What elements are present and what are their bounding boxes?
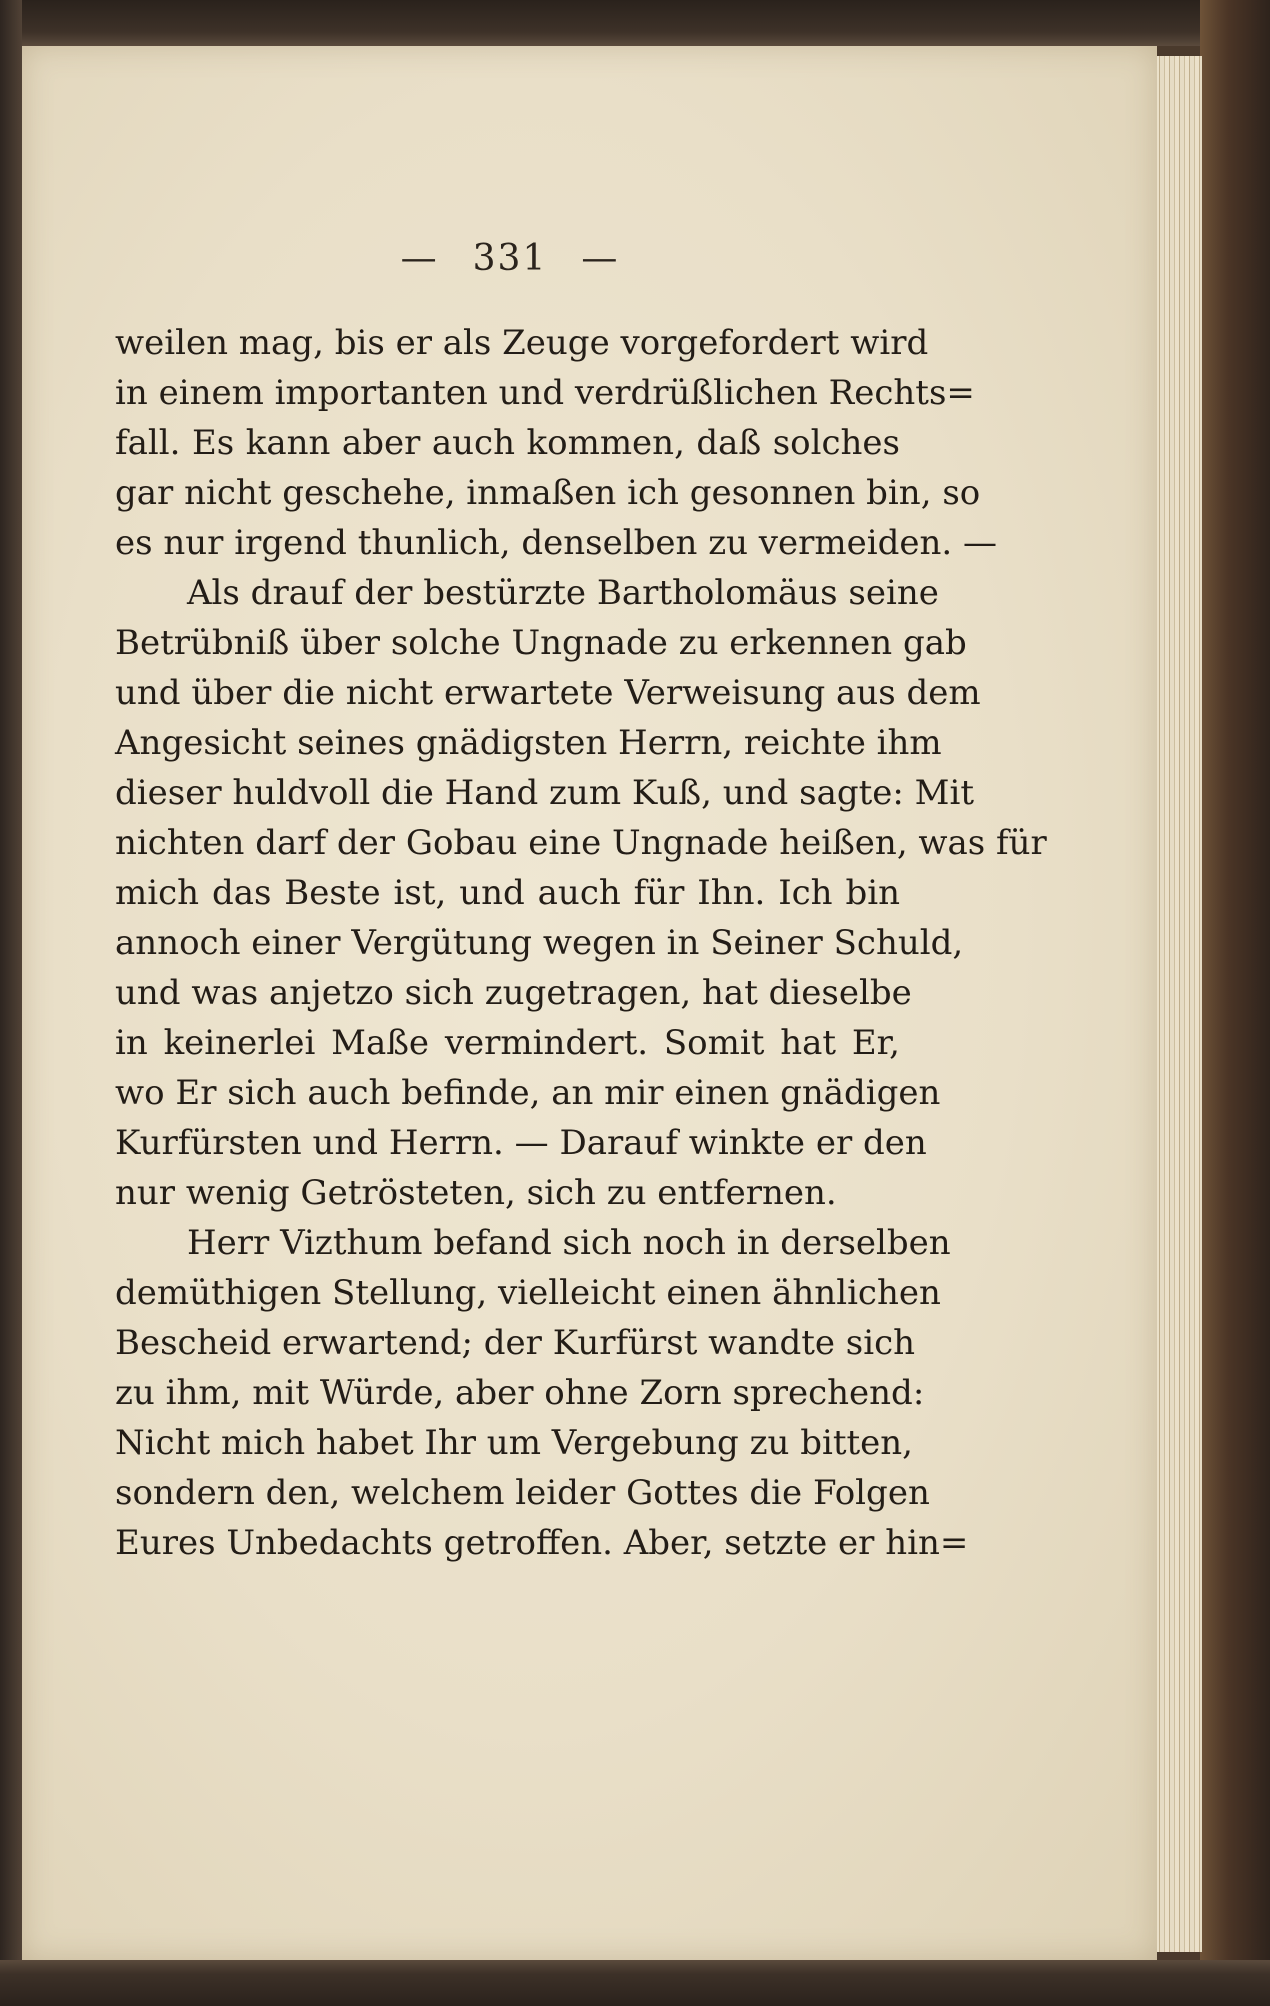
text-line: Herr Vizthum befand sich noch in derselben bbox=[187, 1223, 951, 1263]
text-line: dieser huldvoll die Hand zum Kuß, und sagte: Mit bbox=[115, 773, 974, 813]
text-line: zu ihm, mit Würde, aber ohne Zorn sprechend: bbox=[115, 1373, 925, 1413]
text-line: und über die nicht erwartete Verweisung aus dem bbox=[115, 673, 981, 713]
text-line: mich das Beste ist, und auch für Ihn. Ich bin bbox=[115, 873, 900, 913]
text-line: Bescheid erwartend; der Kurfürst wandte sich bbox=[115, 1323, 916, 1363]
book-cover-top bbox=[0, 0, 1270, 46]
text-line: in keinerlei Maße vermindert. Somit hat Er, bbox=[115, 1023, 900, 1063]
text-line: Betrübniß über solche Ungnade zu erkennen gab bbox=[115, 623, 967, 663]
text-line: Als drauf der bestürzte Bartholomäus seine bbox=[187, 573, 939, 613]
page-header bbox=[360, 238, 660, 298]
text-line: sondern den, welchem leider Gottes die Folgen bbox=[115, 1473, 930, 1513]
text-line: Nicht mich habet Ihr um Vergebung zu bitten, bbox=[115, 1423, 913, 1463]
text-line: und was anjetzo sich zugetragen, hat dieselbe bbox=[115, 973, 912, 1013]
text-line: Kurfürsten und Herrn. — Darauf winkte er den bbox=[115, 1123, 927, 1163]
text-line: wo Er sich auch befinde, an mir einen gnädigen bbox=[115, 1073, 941, 1113]
text-line: fall. Es kann aber auch kommen, daß solches bbox=[115, 423, 900, 463]
book-cover-left bbox=[0, 0, 22, 2006]
header-dash-right: — bbox=[581, 238, 620, 279]
page-edges bbox=[1150, 56, 1202, 1952]
body-text bbox=[115, 318, 1047, 1568]
text-line: gar nicht geschehe, inmaßen ich gesonnen bin, so bbox=[115, 473, 981, 513]
book-cover-bottom bbox=[0, 1960, 1270, 2006]
page-number: 331 bbox=[472, 238, 548, 279]
text-line: weilen mag, bis er als Zeuge vorgefordert wird bbox=[115, 323, 929, 363]
text-line: nur wenig Getrösteten, sich zu entfernen. bbox=[115, 1173, 837, 1213]
text-line: Angesicht seines gnädigsten Herrn, reichte ihm bbox=[115, 723, 942, 763]
text-line: nichten darf der Gobau eine Ungnade heißen, was für bbox=[115, 823, 1047, 863]
text-line: Eures Unbedachts getroffen. Aber, setzte er hin= bbox=[115, 1523, 969, 1563]
text-line: demüthigen Stellung, vielleicht einen ähnlichen bbox=[115, 1273, 941, 1313]
header-dash-left: — bbox=[400, 238, 439, 279]
text-line: annoch einer Vergütung wegen in Seiner Schuld, bbox=[115, 923, 964, 963]
text-line: in einem importanten und verdrüßlichen Rechts= bbox=[115, 373, 975, 413]
book-cover-right bbox=[1200, 0, 1270, 2006]
text-line: es nur irgend thunlich, denselben zu vermeiden. — bbox=[115, 523, 998, 563]
